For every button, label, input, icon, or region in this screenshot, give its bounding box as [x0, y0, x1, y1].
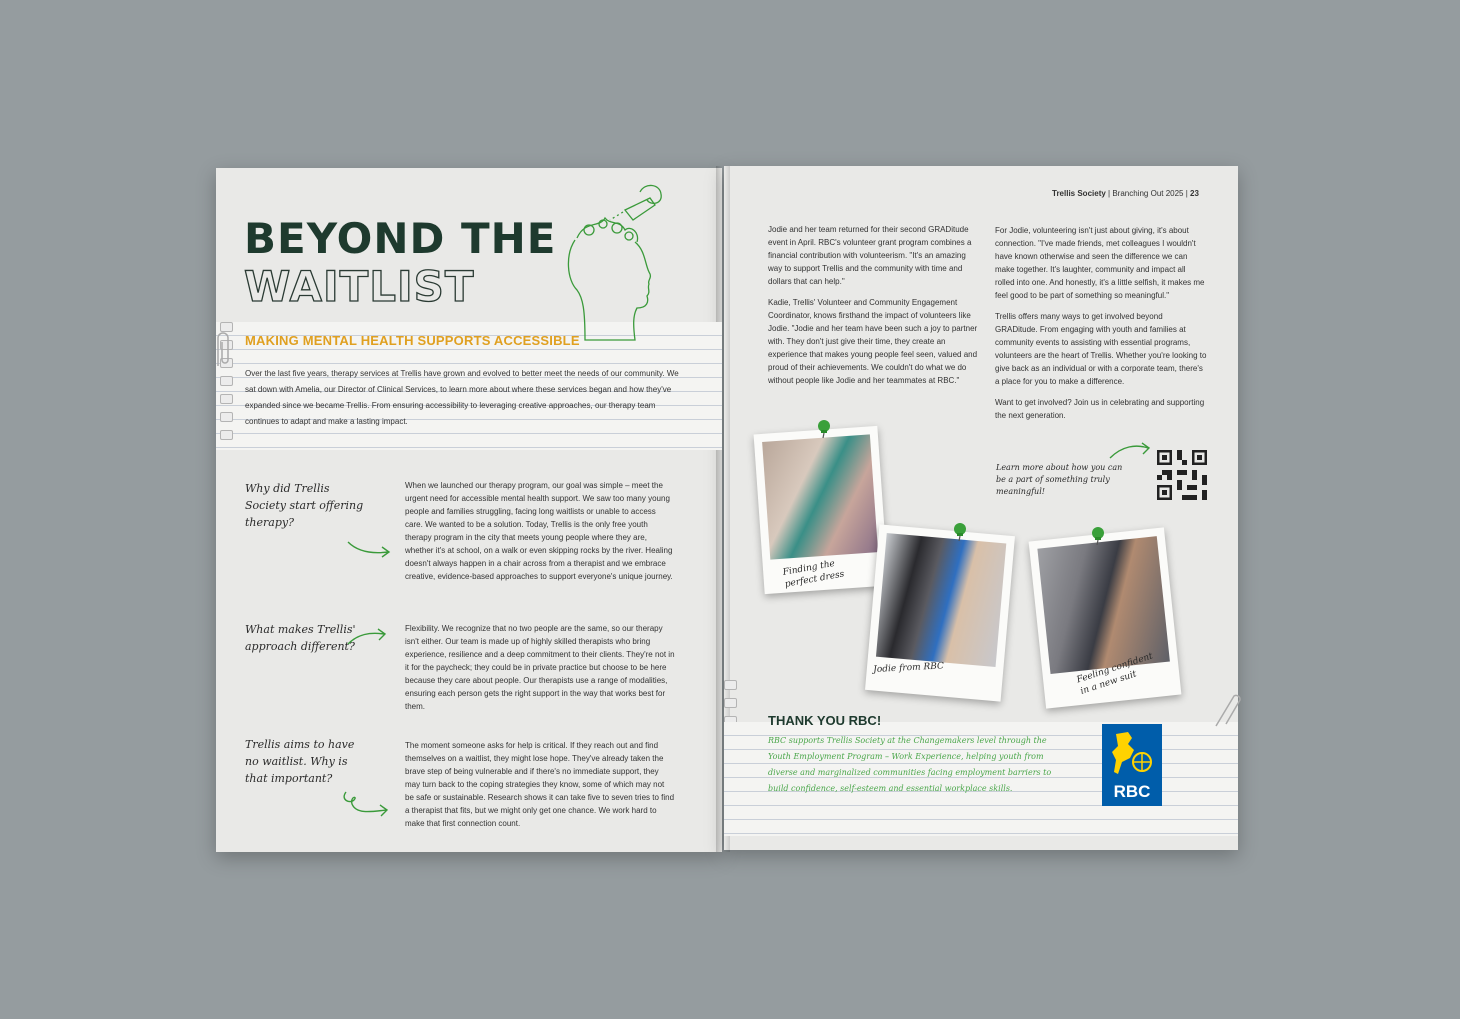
header-separator: |: [1105, 189, 1113, 198]
answer-3: The moment someone asks for help is critical. If they reach out and find themselves on a waitlist, they might lose hope. They've already taken the brave step of being vulnerable and if there's no immediate support, they may turn back to the coping strategies they know, some of which may not be safe or sustainable. Research shows it can take five to seven tries to find a therapist that fits, but we might only get one chance. We work hard to make that first connection count.: [405, 741, 675, 828]
photo-image: [762, 434, 878, 559]
subtitle: MAKING MENTAL HEALTH SUPPORTS ACCESSIBLE: [245, 333, 580, 348]
polaroid-photo-1: [754, 426, 889, 594]
headline-line1: BEYOND THE: [244, 214, 557, 263]
question-2: What makes Trellis' approach different?: [245, 623, 356, 653]
answer-1: When we launched our therapy program, our goal was simple – meet the urgent need for accessible mental health support. We saw too many young people and families struggling, facing long waitlists or unable to access care. We wanted to be a solution. Today, Trellis is the only free youth therapy program in the city that meets young people where they are, whether it's at school, on a walk or even skipping rocks by the river. Healing doesn't always happen in a chair across from a therapist and we embrace creative, evidence-based approaches to support everyone's unique journey.: [405, 481, 673, 581]
rbc-logo: [1102, 724, 1162, 806]
qr-code-icon[interactable]: [1157, 450, 1207, 500]
paragraph: Want to get involved? Join us in celebrating and supporting the next generation.: [995, 398, 1205, 420]
page-number: 23: [1190, 189, 1199, 198]
arrow-icon: [346, 538, 394, 560]
headline-line2: WAITLIST: [244, 262, 475, 311]
arrow-icon: [1108, 440, 1154, 462]
paperclip-icon: [212, 330, 234, 370]
lion-globe-icon: [1108, 728, 1156, 780]
answer-2: Flexibility. We recognize that no two people are the same, so our therapy isn't either. Our team is made up of highly skilled therapists who bring experience, resilience and a deep commitment to their clients. They're not in it for the paycheck; they could be in private practice but choose to be here because they care about people. Our therapists use a range of modalities, ensuring each person gets the right support in the way that works best for them.: [405, 624, 675, 711]
intro-paragraph: Over the last five years, therapy services at Trellis have grown and evolved to better meet the needs of our community. We sat down with Amelia, our Director of Clinical Services, to learn more about where these services began and how they've expanded since we became Trellis. From ensuring accessibility to leveraging creative approaches, our therapy team continues to adapt and make a lasting impact.: [245, 369, 679, 426]
learn-more-note: Learn more about how you can be a part of something truly meaningful!: [996, 463, 1123, 496]
question-3: Trellis aims to have no waitlist. Why is that important?: [245, 738, 355, 785]
paperclip-icon: [1212, 690, 1242, 730]
head-watering-can-icon: [555, 180, 670, 350]
polaroid-photo-3: [1029, 527, 1182, 708]
arrow-icon: [340, 790, 392, 820]
arrow-icon: [346, 626, 390, 648]
thanks-title: THANK YOU RBC!: [768, 713, 882, 728]
photo-caption: Finding the perfect dress: [782, 558, 846, 590]
right-column-2: [995, 224, 1207, 422]
photo-caption: Jodie from RBC: [873, 661, 945, 676]
question-1: Why did Trellis Society start offering therapy?: [245, 482, 364, 529]
push-pin-icon: [950, 520, 972, 542]
photo-image: [876, 533, 1006, 667]
page-header: Trellis Society | Branching Out 2025 | 23: [1052, 189, 1199, 198]
paragraph: Trellis offers many ways to get involved beyond GRADitude. From engaging with youth and families at community events to assisting with essential programs, volunteers are the heart of Trellis. Whether you're looking to give back as an individual or with a corporate team, there's a place for you to make a difference.: [995, 312, 1207, 386]
right-column-1: [768, 223, 982, 387]
paragraph: Jodie and her team returned for their second GRADitude event in April. RBC's volunteer grant program combines a financial contribution with volunteerism. "It's an amazing way to support Trellis and the community with time and dollars that can help.": [768, 225, 972, 286]
rbc-logo-text: RBC: [1113, 782, 1151, 801]
paragraph: For Jodie, volunteering isn't just about giving, it's about connection. "I've made friends, met colleagues I wouldn't have known otherwise and seen the difference we can make together. It's laughter, community and impact all rolled into one. And honestly, it's a little selfish, it makes me feel good to be part of something so meaningful.": [995, 226, 1205, 300]
polaroid-photo-2: [865, 524, 1015, 701]
header-issue: Branching Out 2025: [1112, 189, 1184, 198]
push-pin-icon: [814, 417, 836, 439]
photo-caption: Feeling confident in a new suit: [1075, 651, 1155, 697]
thanks-body: RBC supports Trellis Society at the Changemakers level through the Youth Employment Program – Work Experience, helping youth from diverse and marginalized communities facing employment barriers to build confidence, self-esteem and essential workplace skills.: [768, 736, 1052, 793]
paragraph: Kadie, Trellis' Volunteer and Community Engagement Coordinator, knows firsthand the impact of volunteers like Jodie. "Jodie and her team have been such a joy to partner with. They don't just give their time, they create an experience that makes young people feel seen, valued and proud of their achievements. We couldn't do what we do without people like Jodie and her teammates at RBC.": [768, 298, 978, 385]
push-pin-icon: [1088, 524, 1110, 546]
header-brand: Trellis Society: [1052, 189, 1106, 198]
